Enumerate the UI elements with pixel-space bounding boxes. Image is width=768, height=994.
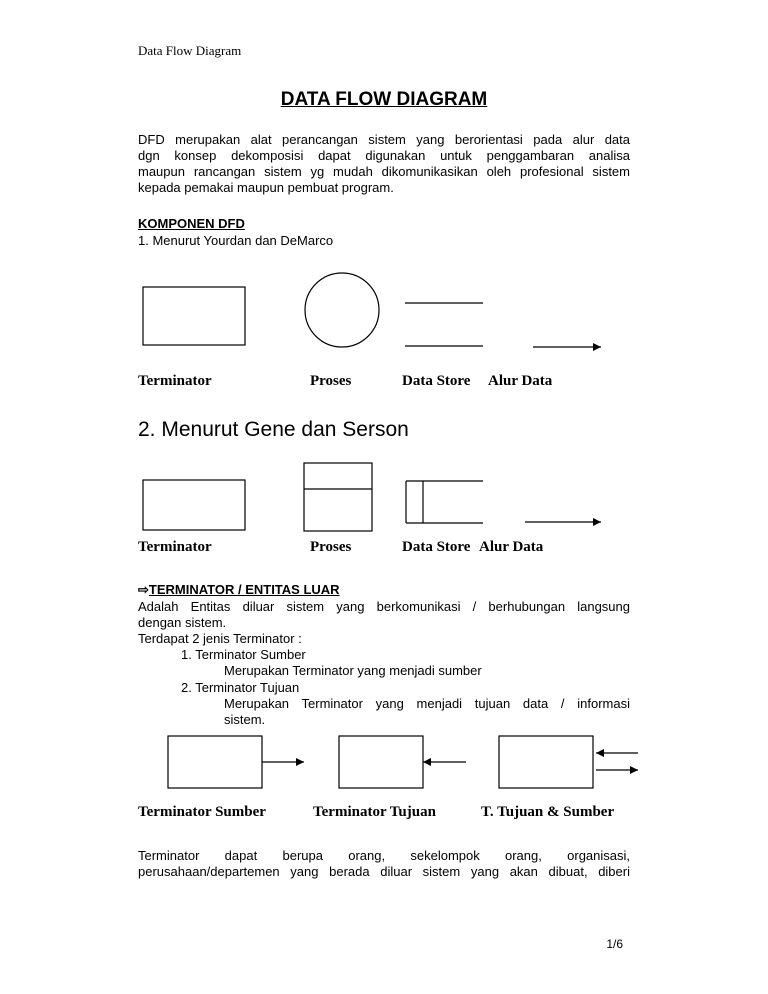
terminator-type-1-desc: Merupakan Terminator yang menjadi sumber (224, 663, 482, 678)
intro-line-2: dgn konsep dekomposisi dapat digunakan untuk penggambaran analisa (138, 148, 630, 163)
page-number: 1/6 (606, 937, 623, 951)
terminator-types-intro: Terdapat 2 jenis Terminator : (138, 631, 302, 646)
terminator-def-line-2: dengan sistem. (138, 615, 227, 630)
intro-line-3: maupun rancangan sistem yg mudah dikomunikasikan oleh profesional sistem (138, 164, 630, 179)
label-terminator-tujuan: Terminator Tujuan (313, 804, 436, 820)
terminator-type-2-desc-line-2: sistem. (224, 712, 266, 727)
terminator-tujuan-rect (339, 736, 423, 788)
label-terminator-sumber: Terminator Sumber (138, 804, 266, 820)
terminator-rect-gane (143, 480, 245, 530)
terminator-def-line-1: Adalah Entitas diluar sistem yang berkomunikasi / berhubungan langsung (138, 599, 630, 614)
closing-line-2: perusahaan/departemen yang berada diluar sistem yang akan dibuat, diberi (138, 864, 630, 879)
terminator-sumber-rect (168, 736, 262, 788)
intro-line-4: kepada pemakai maupun pembuat program. (138, 180, 394, 195)
label-terminator-1: Terminator (138, 373, 212, 389)
intro-line-1: DFD merupakan alat perancangan sistem yang berorientasi pada alur data (138, 132, 630, 147)
label-terminator-both: T. Tujuan & Sumber (481, 804, 615, 820)
label-data-store-2: Data Store (402, 539, 471, 555)
label-proses-2: Proses (310, 539, 352, 555)
process-circle-yourdan (305, 273, 379, 347)
komponen-sub-yourdan: 1. Menurut Yourdan dan DeMarco (138, 233, 334, 248)
label-alur-data-1: Alur Data (488, 373, 553, 389)
running-header: Data Flow Diagram (138, 43, 242, 58)
terminator-type-2-desc-line-1: Merupakan Terminator yang menjadi tujuan data / informasi (224, 696, 630, 711)
terminator-rect-yourdan (143, 287, 245, 345)
komponen-heading: KOMPONEN DFD (138, 216, 245, 231)
terminator-type-2-title: 2. Terminator Tujuan (181, 680, 300, 695)
label-alur-data-2: Alur Data (479, 539, 544, 555)
page-title: DATA FLOW DIAGRAM (280, 89, 488, 110)
label-terminator-2: Terminator (138, 539, 212, 555)
komponen-sub-gane-serson: 2. Menurut Gene dan Serson (138, 418, 409, 441)
terminator-both-rect (499, 736, 593, 788)
closing-line-1: Terminator dapat berupa orang, sekelompok orang, organisasi, (138, 848, 630, 863)
terminator-heading-text: TERMINATOR / ENTITAS LUAR (148, 582, 340, 597)
label-data-store-1: Data Store (402, 373, 471, 389)
process-rect-gane (304, 463, 372, 531)
terminator-heading (138, 582, 340, 598)
terminator-type-1-title: 1. Terminator Sumber (181, 647, 306, 662)
label-proses-1: Proses (310, 373, 352, 389)
arrow-right-icon: ⇨ (138, 582, 149, 597)
